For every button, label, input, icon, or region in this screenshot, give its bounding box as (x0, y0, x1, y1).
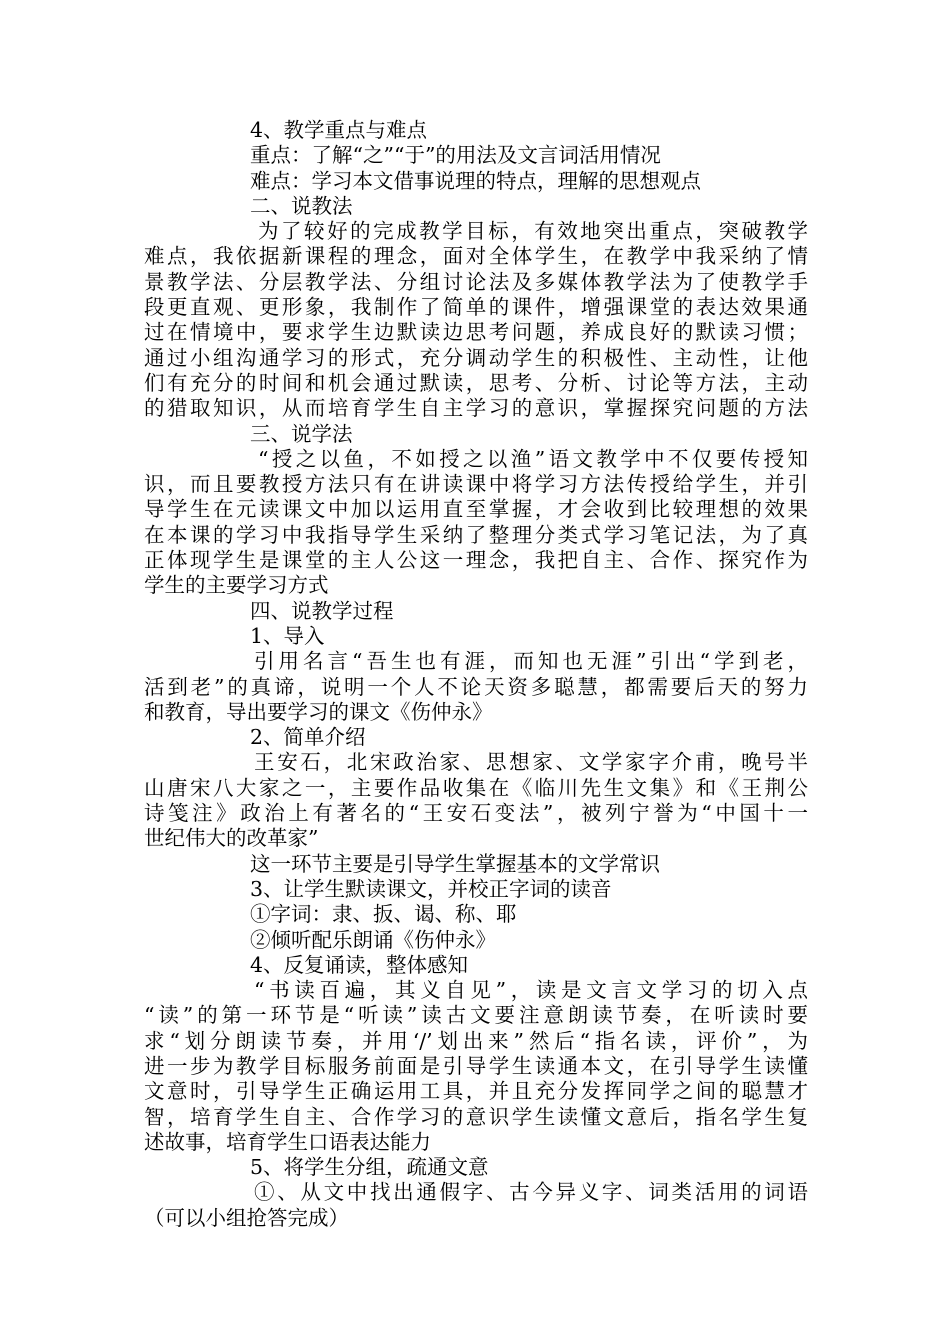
text-line: 4、反复诵读，整体感知 (250, 952, 469, 977)
text-line: 为了较好的完成教学目标，有效地突出重点，突破教学 (258, 219, 808, 244)
text-line: ①、从文中找出通假字、古今异义字、词类活用的词语 (254, 1180, 808, 1205)
text-line: 世纪伟大的改革家” (144, 826, 319, 851)
text-line: 识，而且要教授方法只有在讲读课中将学习方法传授给学生，并引 (144, 472, 808, 497)
text-line: “书读百遍，其义自见”，读是文言文学习的切入点 (254, 978, 808, 1003)
text-line: 和教育，导出要学习的课文《伤仲永》 (144, 699, 493, 724)
text-line: 过在情境中，要求学生边默读边思考问题，养成良好的默读习惯； (144, 320, 808, 345)
text-line: 难点，我依据新课程的理念，面对全体学生，在教学中我采纳了情 (144, 244, 808, 269)
text-line: 重点：了解“之”“于”的用法及文言词活用情况 (250, 143, 661, 168)
text-line: 景教学法、分层教学法、分组讨论法及多媒体教学法为了使教学手 (144, 269, 808, 294)
text-line: 王安石，北宋政治家、思想家、文学家字介甫，晚号半 (254, 750, 808, 775)
text-line: 通过小组沟通学习的形式，充分调动学生的积极性、主动性，让他 (144, 345, 808, 370)
text-line: ②倾听配乐朗诵《伤仲永》 (250, 927, 496, 952)
text-line: 述故事，培育学生口语表达能力 (144, 1129, 431, 1154)
text-line: 难点：学习本文借事说理的特点，理解的思想观点 (250, 168, 701, 193)
text-line: 这一环节主要是引导学生掌握基本的文学常识 (250, 851, 660, 876)
text-line: 四、说教学过程 (250, 598, 394, 623)
text-line: 5、将学生分组，疏通文意 (250, 1155, 489, 1180)
text-line: 段更直观、更形象，我制作了简单的课件，增强课堂的表达效果通 (144, 295, 808, 320)
text-line: 进一步为教学目标服务前面是引导学生读通本文，在引导学生读懂 (144, 1053, 808, 1078)
text-line: 山唐宋八大家之一，主要作品收集在《临川先生文集》和《王荆公 (144, 775, 808, 800)
text-line: 活到老”的真谛，说明一个人不论天资多聪慧，都需要后天的努力 (144, 674, 808, 699)
text-line: “读”的第一环节是“听读”读古文要注意朗读节奏，在听读时要 (144, 1003, 808, 1028)
text-line: 求“划分朗读节奏，并用‘/’划出来”然后“指名读，评价”，为 (144, 1028, 808, 1053)
text-line: 引用名言“吾生也有涯，而知也无涯”引出“学到老， (254, 649, 808, 674)
text-line: 正体现学生是课堂的主人公这一理念，我把自主、合作、探究作为 (144, 548, 808, 573)
text-line: 们有充分的时间和机会通过默读，思考、分析、讨论等方法，主动 (144, 370, 808, 395)
text-line: 在本课的学习中我指导学生采纳了整理分类式学习笔记法，为了真 (144, 522, 808, 547)
text-line: 4、教学重点与难点 (250, 118, 428, 142)
text-line: “授之以鱼，不如授之以渔”语文教学中不仅要传授知 (258, 446, 808, 471)
text-line: 2、简单介绍 (250, 725, 366, 750)
text-line: 文意时，引导学生正确运用工具，并且充分发挥同学之间的聪慧才 (144, 1079, 808, 1104)
text-line: 1、导入 (250, 623, 325, 648)
text-line: 三、说学法 (250, 421, 353, 446)
text-line: 导学生在元读课文中加以运用直至掌握，才会收到比较理想的效果 (144, 497, 808, 522)
text-line: 学生的主要学习方式 (144, 573, 329, 598)
text-line: 二、说教法 (250, 193, 353, 218)
text-line: 3、让学生默读课文，并校正字词的读音 (250, 876, 612, 901)
text-line: 的猎取知识，从而培育学生自主学习的意识，掌握探究问题的方法 (144, 396, 808, 421)
document-body (144, 118, 808, 1231)
text-line: （可以小组抢答完成） (144, 1205, 349, 1230)
text-line: ①字词：隶、扳、谒、称、耶 (250, 902, 517, 927)
text-line: 诗笺注》政治上有著名的“王安石变法”，被列宁誉为“中国十一 (144, 801, 808, 826)
text-line: 智，培育学生自主、合作学习的意识学生读懂文意后，指名学生复 (144, 1104, 808, 1129)
